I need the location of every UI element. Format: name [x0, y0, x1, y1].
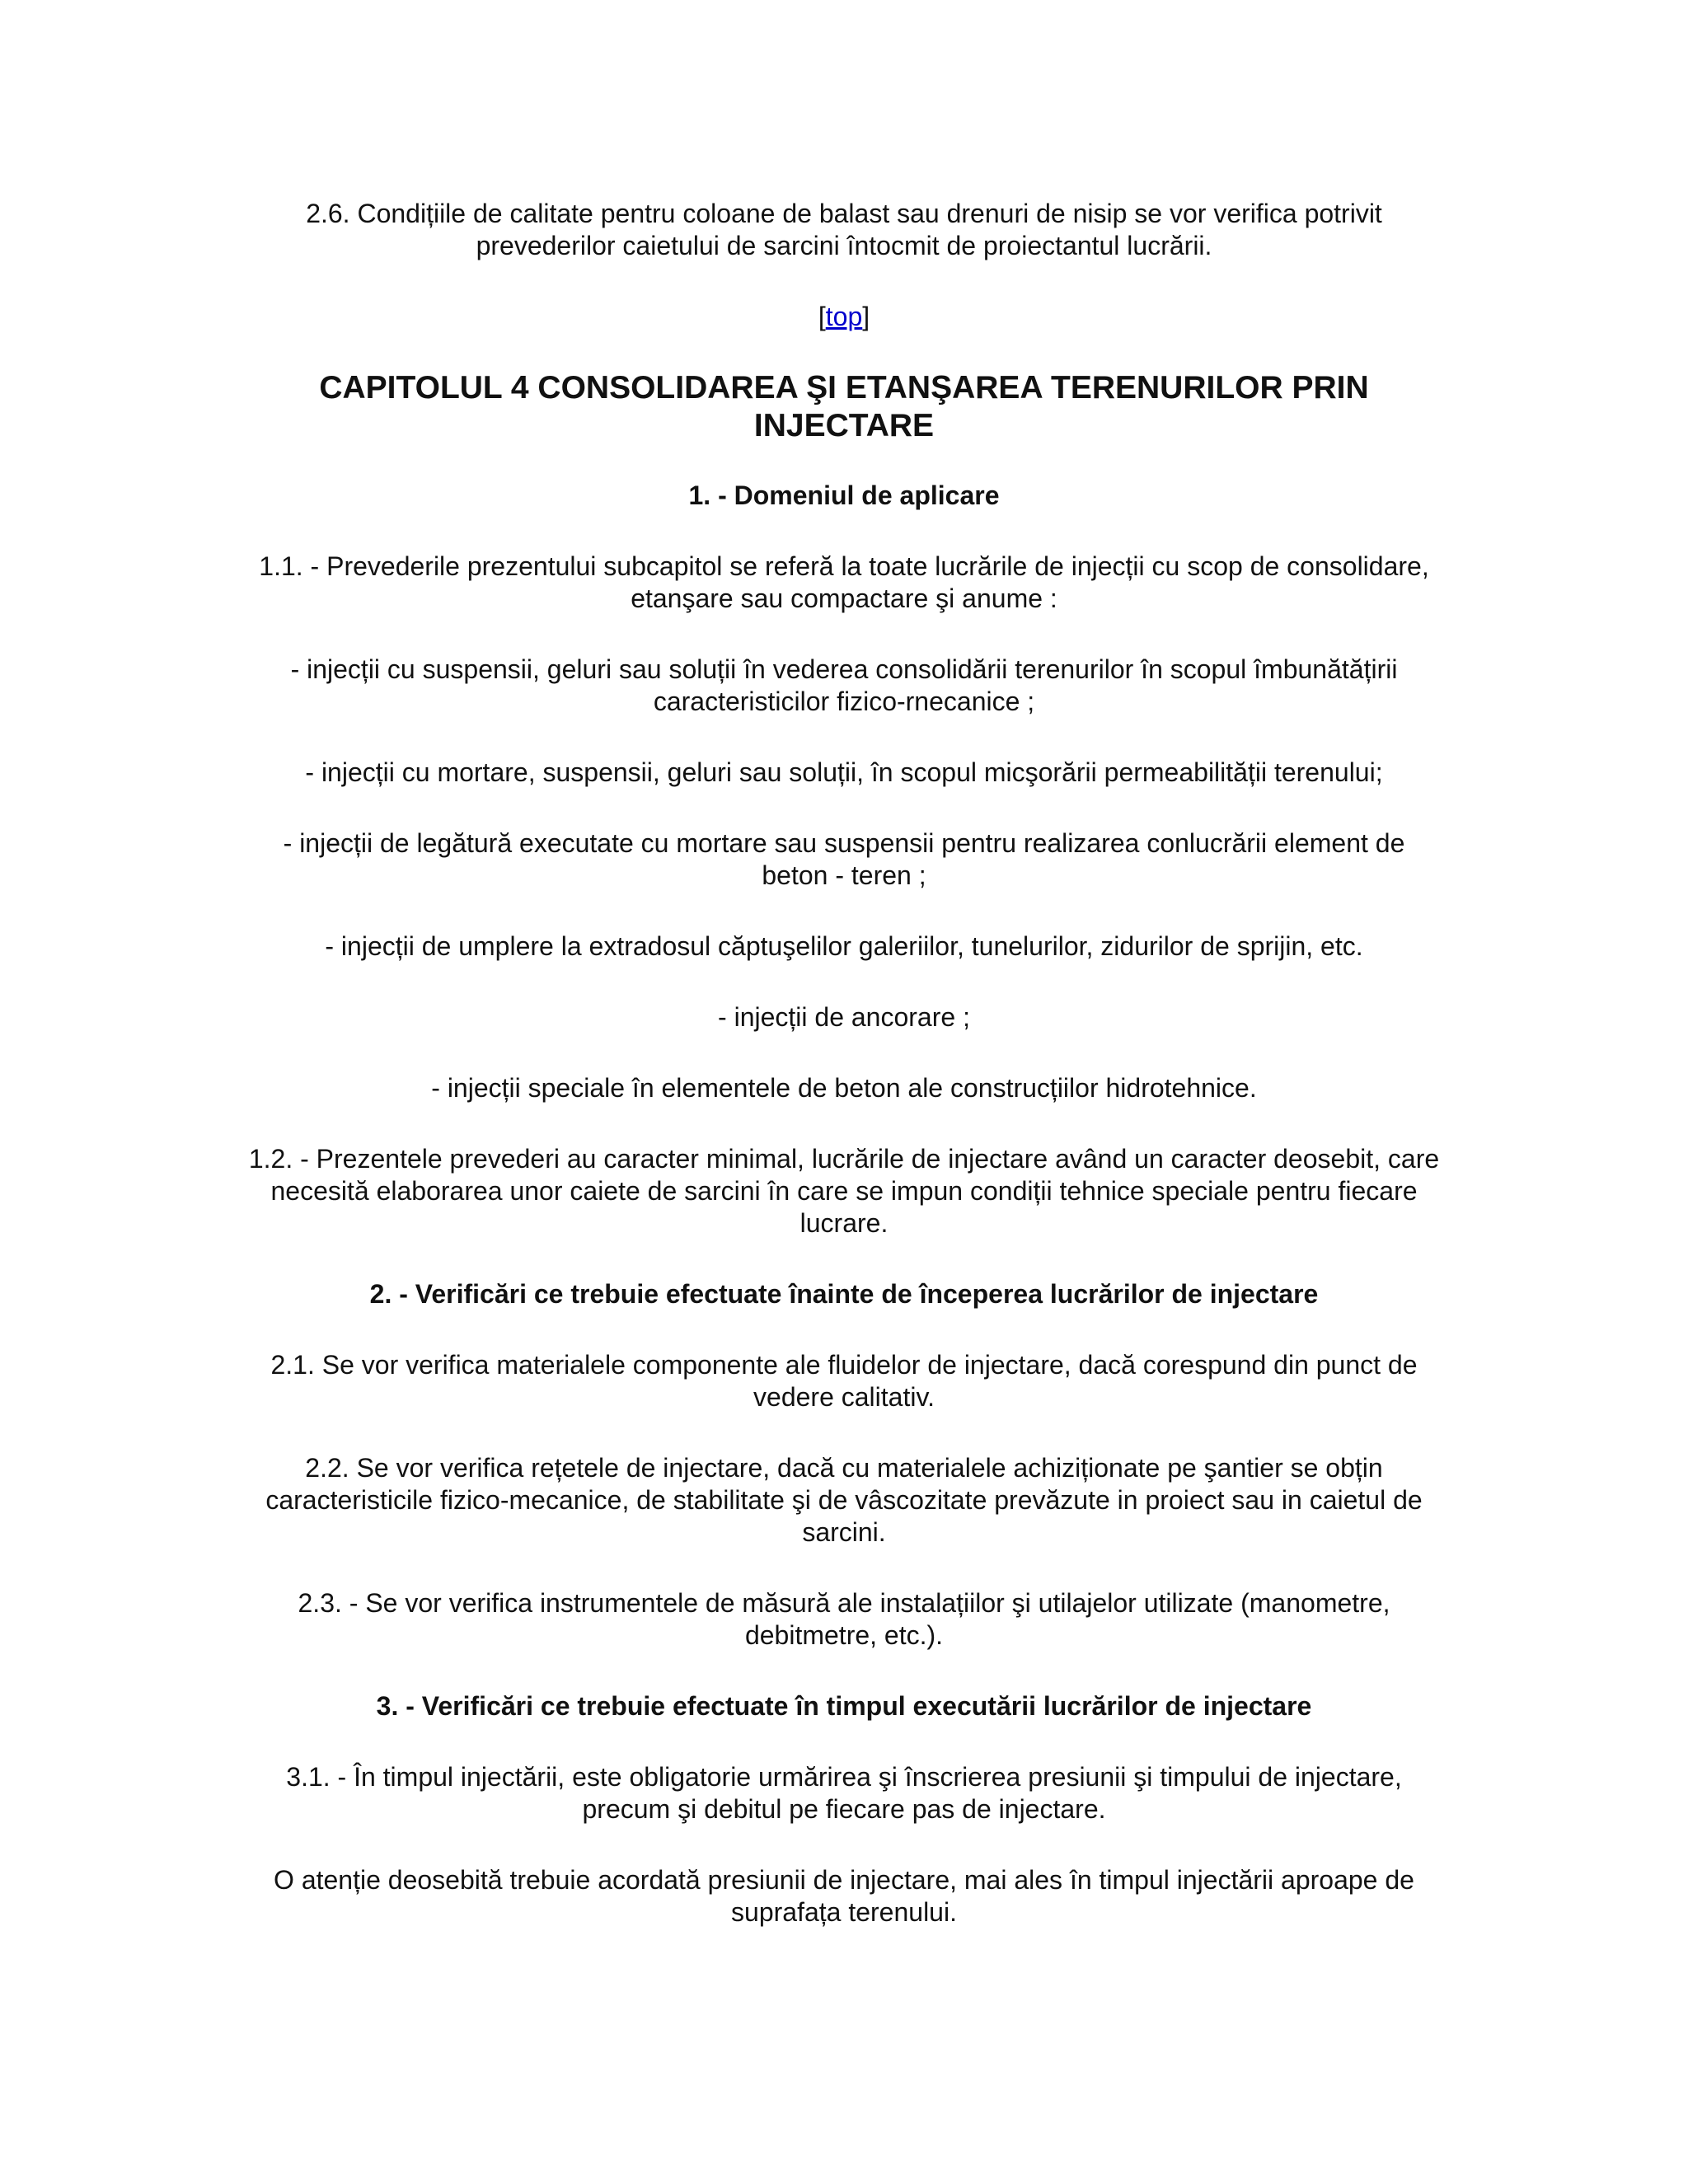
list-item-mortare: - injecții cu mortare, suspensii, geluri sau soluții, în scopul micşorării permeabilității terenului; [305, 757, 1383, 787]
list-item-legatura: - injecții de legătură executate cu mortare sau suspensii pentru realizarea conlucrării element de beton - teren ; [283, 828, 1405, 890]
list-item-umplere: - injecții de umplere la extradosul căptuşelilor galeriilor, tunelurilor, zidurilor de sprijin, etc. [325, 931, 1363, 961]
paragraph-1-2: 1.2. - Prezentele prevederi au caracter minimal, lucrările de injectare având un caracter deosebit, care necesită elaborarea unor caiete de sarcini în care se impun condiții tehnice speciale pentru fiecare lucrare. [248, 1144, 1440, 1238]
list-item-suspensii: - injecții cu suspensii, geluri sau soluții în vederea consolidării terenurilor în scopul îmbunătățirii caracteristicilor fizico-rnecanice ; [290, 654, 1398, 716]
section-2-title: 2. - Verificări ce trebuie efectuate înainte de începerea lucrărilor de injectare [369, 1279, 1319, 1309]
section-3-title: 3. - Verificări ce trebuie efectuate în timpul executării lucrărilor de injectare [376, 1691, 1312, 1721]
paragraph-3-1-note: O atenție deosebită trebuie acordată presiunii de injectare, mai ales în timpul injectării aproape de suprafața terenului. [274, 1865, 1414, 1927]
chapter-title: CAPITOLUL 4 CONSOLIDAREA ŞI ETANŞAREA TERENURILOR PRIN INJECTARE [319, 370, 1369, 443]
paragraph-2-2: 2.2. Se vor verifica rețetele de injectare, dacă cu materialele achiziționate pe şantier se obțin caracteristicile fizico-mecanice, de stabilitate şi de vâscozitate prevăzute in proiect sau in caietul de sarcini. [265, 1453, 1423, 1547]
paragraph-2-6: 2.6. Condițiile de calitate pentru coloane de balast sau drenuri de nisip se vor verifica potrivit prevederilor caietului de sarcini întocmit de proiectantul lucrării. [306, 199, 1382, 260]
paragraph-2-1: 2.1. Se vor verifica materialele componente ale fluidelor de injectare, dacă corespund din punct de vedere calitativ. [270, 1350, 1418, 1412]
list-item-ancorare: - injecții de ancorare ; [718, 1002, 970, 1032]
section-1-title: 1. - Domeniul de aplicare [688, 480, 1000, 510]
paragraph-3-1: 3.1. - În timpul injectării, este obligatorie urmărirea şi înscrierea presiunii şi timpului de injectare, precum şi debitul pe fiecare pas de injectare. [286, 1762, 1402, 1824]
bracket-close: ] [862, 302, 870, 331]
paragraph-2-3: 2.3. - Se vor verifica instrumentele de măsură ale instalațiilor şi utilajelor utilizate (manometre, debitmetre, etc.). [298, 1588, 1390, 1650]
top-link[interactable]: top [825, 302, 863, 331]
paragraph-1-1: 1.1. - Prevederile prezentului subcapitol se referă la toate lucrările de injecții cu scop de consolidare, etanşare sau compactare şi anume : [259, 551, 1429, 613]
bracket-open: [ [818, 302, 826, 331]
list-item-speciale: - injecții speciale în elementele de beton ale construcțiilor hidrotehnice. [431, 1073, 1257, 1103]
document-page [247, 198, 1441, 1967]
top-link-line [247, 301, 1441, 333]
